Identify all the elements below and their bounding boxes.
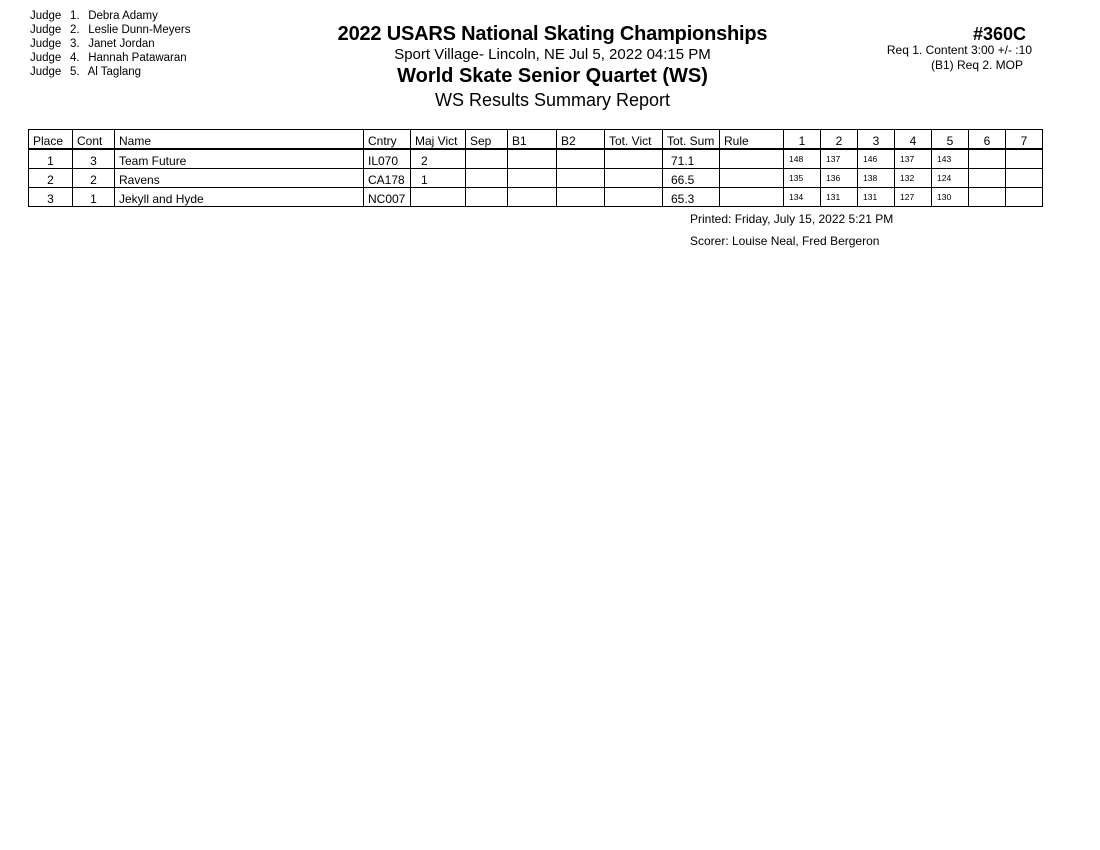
column-header-name: Name <box>115 130 364 150</box>
cont-cell: 2 <box>73 169 115 188</box>
report-title: WS Results Summary Report <box>434 90 671 110</box>
name-cell: Team Future <box>115 149 364 169</box>
judge-score-3: 138 <box>858 169 895 188</box>
column-header-judge-6: 6 <box>969 130 1006 150</box>
judge-label: Judge <box>30 38 62 50</box>
event-title: World Skate Senior Quartet (WS) <box>397 65 708 87</box>
judge-score-6 <box>969 169 1006 188</box>
maj-vict-cell <box>411 188 466 207</box>
table-row <box>29 188 1043 207</box>
judge-score-6 <box>969 188 1006 207</box>
b1-cell <box>508 188 557 207</box>
judge-number: 3. <box>70 38 80 50</box>
judge-label: Judge <box>30 10 62 22</box>
judge-name: Janet Jordan <box>88 38 155 50</box>
judge-score-4: 132 <box>895 169 932 188</box>
name-cell: Ravens <box>115 169 364 188</box>
table-row <box>29 149 1043 169</box>
column-header-judge-4: 4 <box>895 130 932 150</box>
sep-cell <box>466 169 508 188</box>
cntry-cell: NC007 <box>364 188 411 207</box>
tot-sum-cell: 65.3 <box>663 188 720 207</box>
judge-name: Debra Adamy <box>88 10 158 22</box>
sep-cell <box>466 188 508 207</box>
requirement-2: (B1) Req 2. MOP <box>930 58 1023 72</box>
maj-vict-cell: 2 <box>411 149 466 169</box>
judge-score-7 <box>1006 188 1043 207</box>
b1-cell <box>508 149 557 169</box>
judge-score-5: 124 <box>932 169 969 188</box>
judge-label: Judge <box>30 24 62 36</box>
judge-name: Al Taglang <box>87 66 142 78</box>
cont-cell: 3 <box>73 149 115 169</box>
judge-label: Judge <box>30 66 62 78</box>
judge-name: Hannah Patawaran <box>88 52 187 64</box>
requirement-1: Req 1. Content 3:00 +/- :10 <box>886 43 1032 57</box>
column-header-judge-2: 2 <box>821 130 858 150</box>
cont-cell: 1 <box>73 188 115 207</box>
judges-list <box>30 9 190 79</box>
report-header <box>300 22 805 112</box>
rule-cell <box>720 169 784 188</box>
b2-cell <box>557 188 605 207</box>
judge-row <box>30 23 190 37</box>
judge-number: 2. <box>70 24 80 36</box>
judge-score-2: 131 <box>821 188 858 207</box>
b2-cell <box>557 149 605 169</box>
tot-vict-cell <box>605 169 663 188</box>
judge-score-4: 127 <box>895 188 932 207</box>
column-header-maj-vict: Maj Vict <box>411 130 466 150</box>
column-header-judge-7: 7 <box>1006 130 1043 150</box>
requirements <box>887 43 1032 73</box>
judge-number: 1. <box>70 10 80 22</box>
cntry-cell: IL070 <box>364 149 411 169</box>
b2-cell <box>557 169 605 188</box>
judge-score-3: 131 <box>858 188 895 207</box>
column-header-cntry: Cntry <box>364 130 411 150</box>
judge-score-6 <box>969 149 1006 169</box>
judge-score-4: 137 <box>895 149 932 169</box>
judge-number: 5. <box>70 66 80 78</box>
tot-sum-cell: 66.5 <box>663 169 720 188</box>
judge-row <box>30 37 190 51</box>
scorer-names: Scorer: Louise Neal, Fred Bergeron <box>690 234 880 248</box>
judge-label: Judge <box>30 52 62 64</box>
cntry-cell: CA178 <box>364 169 411 188</box>
event-number: #360C <box>972 24 1026 44</box>
column-header-tot-vict: Tot. Vict <box>605 130 663 150</box>
results-table <box>28 129 1043 207</box>
table-row <box>29 169 1043 188</box>
place-cell: 3 <box>29 188 73 207</box>
place-cell: 2 <box>29 169 73 188</box>
rule-cell <box>720 188 784 207</box>
column-header-place: Place <box>29 130 73 150</box>
column-header-tot-sum: Tot. Sum <box>663 130 720 150</box>
venue-date: Sport Village- Lincoln, NE Jul 5, 2022 04:15 PM <box>394 46 711 63</box>
printed-timestamp: Printed: Friday, July 15, 2022 5:21 PM <box>690 212 894 226</box>
tot-vict-cell <box>605 149 663 169</box>
judge-score-7 <box>1006 149 1043 169</box>
judge-name: Leslie Dunn-Meyers <box>88 24 191 36</box>
judge-score-5: 130 <box>932 188 969 207</box>
sep-cell <box>466 149 508 169</box>
judge-score-3: 146 <box>858 149 895 169</box>
judge-score-7 <box>1006 169 1043 188</box>
column-header-rule: Rule <box>720 130 784 150</box>
judge-score-1: 135 <box>784 169 821 188</box>
judge-score-2: 136 <box>821 169 858 188</box>
column-header-b1: B1 <box>508 130 557 150</box>
rule-cell <box>720 149 784 169</box>
column-header-judge-1: 1 <box>784 130 821 150</box>
judge-row <box>30 9 190 23</box>
name-cell: Jekyll and Hyde <box>115 188 364 207</box>
competition-title: 2022 USARS National Skating Championships <box>337 23 768 45</box>
column-header-judge-5: 5 <box>932 130 969 150</box>
tot-sum-cell: 71.1 <box>663 149 720 169</box>
maj-vict-cell: 1 <box>411 169 466 188</box>
judge-score-2: 137 <box>821 149 858 169</box>
judge-score-1: 148 <box>784 149 821 169</box>
column-header-b2: B2 <box>557 130 605 150</box>
judge-score-1: 134 <box>784 188 821 207</box>
place-cell: 1 <box>29 149 73 169</box>
column-header-sep: Sep <box>466 130 508 150</box>
judge-score-5: 143 <box>932 149 969 169</box>
tot-vict-cell <box>605 188 663 207</box>
column-header-cont: Cont <box>73 130 115 150</box>
column-header-judge-3: 3 <box>858 130 895 150</box>
judge-row <box>30 65 190 79</box>
b1-cell <box>508 169 557 188</box>
table-header-row <box>29 130 1043 150</box>
judge-number: 4. <box>70 52 80 64</box>
judge-row <box>30 51 190 65</box>
